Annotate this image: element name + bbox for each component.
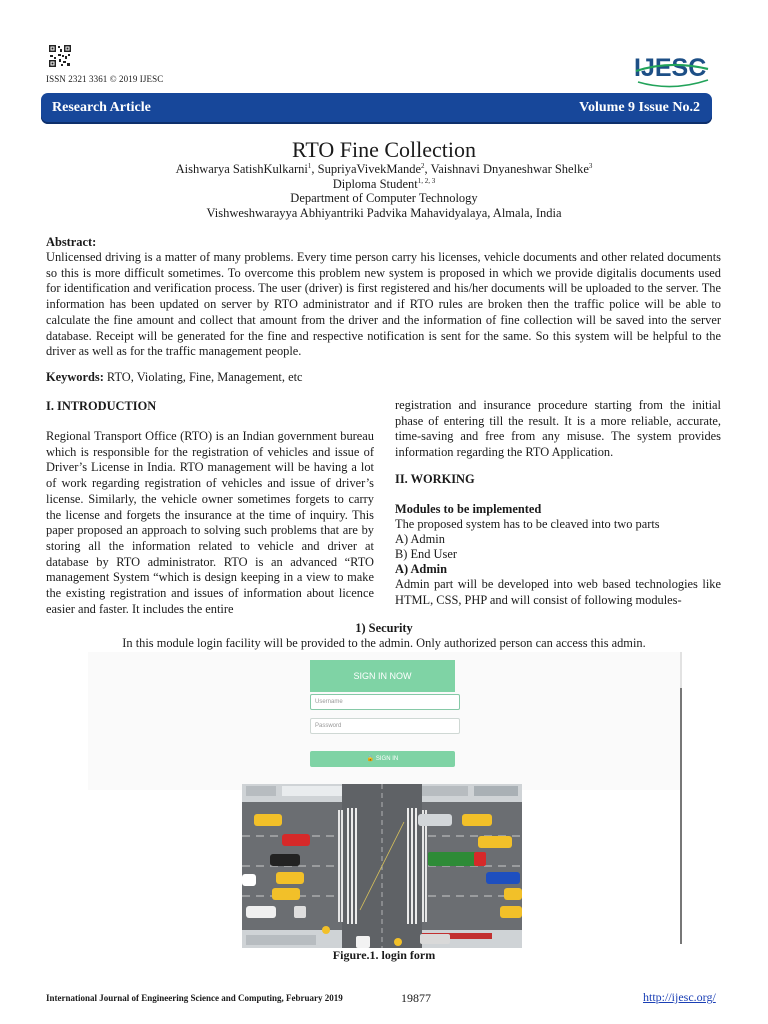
role-text: Diploma Student xyxy=(332,177,418,192)
author-list xyxy=(0,162,768,177)
author-sup: 1 xyxy=(307,162,312,170)
institution: Vishweshwarayya Abhiyantriki Padvika Mahavidyalaya, Almala, India xyxy=(206,206,562,220)
logo-text: IJESC xyxy=(634,54,707,82)
module-item-admin: A) Admin xyxy=(395,532,445,546)
logo-swoosh-icon xyxy=(630,52,712,94)
admin-heading: A) Admin xyxy=(395,562,447,576)
security-heading: 1) Security xyxy=(355,621,413,635)
module-item-end-user: B) End User xyxy=(395,547,457,561)
sign-in-header: SIGN IN NOW xyxy=(310,660,455,692)
intro-heading: I. INTRODUCTION xyxy=(46,399,157,413)
author-sup: 2 xyxy=(421,162,425,170)
working-heading: II. WORKING xyxy=(395,472,475,486)
author-name: Aishwarya SatishKulkarni xyxy=(175,162,308,177)
abstract-heading: Abstract: xyxy=(46,235,97,249)
department: Department of Computer Technology xyxy=(290,191,478,205)
admin-text: Admin part will be developed into web based technologies like HTML, CSS, PHP and will consist of following modules- xyxy=(395,577,721,607)
author-separator: , xyxy=(311,162,318,177)
qr-code-icon xyxy=(48,44,72,68)
role-sup: 1, 2, 3 xyxy=(417,177,436,185)
modules-heading: Modules to be implemented xyxy=(395,502,542,516)
username-input: Username xyxy=(310,694,460,710)
password-input: Password xyxy=(310,718,460,734)
footer-url-link[interactable]: http://ijesc.org/ xyxy=(643,990,716,1004)
author-role xyxy=(0,177,768,192)
intro-text: Regional Transport Office (RTO) is an Indian government bureau which is responsible for the registration of vehicles and issue of Driver’s License in India. RTO management will be having a lot of work regarding registration of vehicles and issue of driver’s license. Similarly, the vehicle owner sometimes forgets to carry the license and forgets the insurance at the time of inquiry. This paper proposed an approach to solving such problems that are by storing all the information related to vehicle and driver at database by RTO administrator. RTO is an advanced “RTO management System “which is design keeping in a view to make the existing registration and issues of information about licence easier and faster. It includes the entire xyxy=(46,429,374,616)
keywords-text: RTO, Violating, Fine, Management, etc xyxy=(103,370,303,384)
volume-issue: Volume 9 Issue No.2 xyxy=(579,100,700,115)
abstract-text: Unlicensed driving is a matter of many problems. Every time person carry his licenses, vehicle documents and other related documents so this is more difficult sometimes. To overcome this problem new system is proposed in which we provide digitalis documents used for identification and verification process. The user (driver) is first registered and his/her documents will be uploaded to the server. The information has been updated on server by RTO administrator and if RTO rules are broken then the traffic police will be able to calculate the fine amount and collect that amount from the driver and the information of fine collection will be saved into the server database. Receipt will be generated for the fine and respective notification is sent for the same. So this system will be helpful to the driver as well as for the traffic management people. xyxy=(46,250,721,359)
modules-text: The proposed system has to be cleaved into two parts xyxy=(395,517,660,531)
intro-continued-text: registration and insurance procedure starting from the initial phase of entering till the result. It is a more reliable, accurate, time-saving and free from any misuse. The system provides information regarding the RTO Application. xyxy=(395,398,721,460)
author-name: SupriyaVivekMande xyxy=(317,162,422,177)
figure-caption: Figure.1. login form xyxy=(332,948,436,962)
keywords xyxy=(46,370,303,386)
author-name: Vaishnavi Dnyaneshwar Shelke xyxy=(430,162,589,177)
author-separator: , xyxy=(424,162,431,177)
footer-page-number: 19877 xyxy=(401,991,431,1005)
footer-journal: International Journal of Engineering Science and Computing, February 2019 xyxy=(46,993,343,1003)
ijesc-logo xyxy=(630,52,712,94)
sign-in-button: 🔒 SIGN IN xyxy=(310,751,455,767)
paper-title: RTO Fine Collection xyxy=(291,137,477,162)
road-intersection-illustration xyxy=(242,784,522,948)
scrollbar-thumb xyxy=(680,688,682,944)
security-text: In this module login facility will be provided to the admin. Only authorized person can access this admin. xyxy=(122,636,646,650)
header-banner xyxy=(41,93,712,124)
author-sup: 3 xyxy=(588,162,593,170)
keywords-label: Keywords: xyxy=(46,370,104,384)
issn-text: ISSN 2321 3361 © 2019 IJESC xyxy=(46,74,164,84)
article-type: Research Article xyxy=(52,100,151,115)
